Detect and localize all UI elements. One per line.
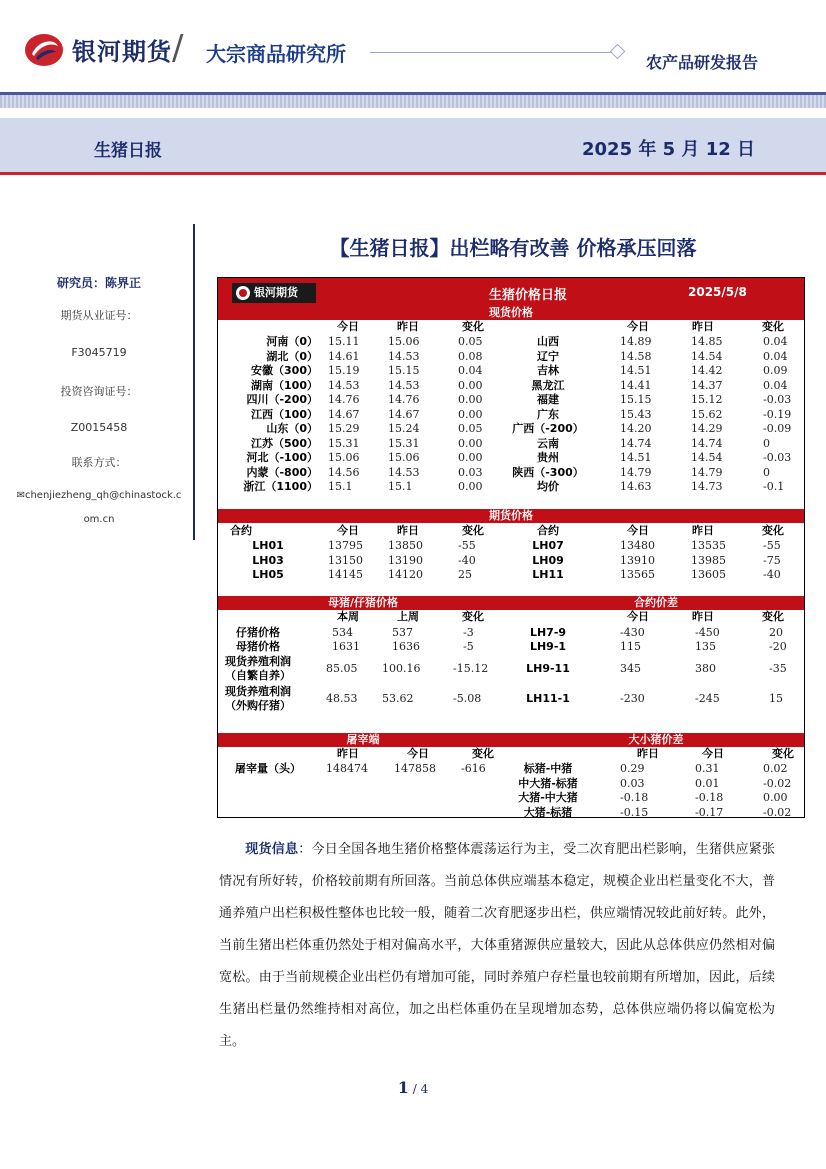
futures-yesterday: 13605 (691, 568, 726, 581)
sow-last-week: 100.16 (382, 662, 421, 675)
spread-today: 345 (620, 662, 641, 675)
spot-yesterday: 14.53 (388, 378, 420, 392)
spread-change: 20 (769, 626, 783, 639)
size-label: 标猪-中猪 (523, 762, 573, 775)
futures-change: 25 (458, 568, 472, 581)
sow-label: 现货养殖利润 (225, 655, 291, 668)
consult-label: 投资咨询证号： (60, 385, 138, 398)
futures-today: 13480 (620, 539, 655, 552)
sow-header: 本周 (337, 610, 359, 623)
spot-change: 0.00 (458, 451, 483, 464)
band-date: 2025 年 5 月 12 日 (582, 139, 756, 160)
spread-header: 今日 (627, 610, 649, 623)
band-title: 生猪日报 (94, 141, 162, 161)
size-header: 今日 (702, 747, 724, 760)
spot-header: 昨日 (397, 320, 419, 333)
report-type: 农产品研发报告 (646, 53, 759, 72)
spot-change: 0.00 (458, 393, 483, 406)
spot-header: 变化 (462, 320, 484, 333)
spot-change: 0.00 (458, 378, 483, 392)
spot-yesterday: 15.12 (691, 393, 723, 406)
futures-today: 13795 (328, 539, 363, 552)
futures-contract: LH07 (532, 539, 564, 552)
spot-region-label: 福建 (537, 393, 559, 406)
slaughter-header: 昨日 (337, 747, 359, 760)
page-total: 4 (420, 1082, 429, 1096)
size-yesterday: -0.18 (620, 791, 649, 804)
spot-region-label: 浙江（1100） (243, 480, 318, 493)
size-header: 昨日 (637, 747, 659, 760)
futures-header: 变化 (762, 524, 784, 537)
futures-header: 昨日 (397, 524, 419, 537)
size-label: 中大猪-标猪 (518, 776, 578, 790)
futures-change: -55 (763, 539, 781, 552)
sow-header: 变化 (462, 610, 484, 623)
brand-divider: / (172, 28, 184, 68)
spot-region-label: 均价 (537, 480, 559, 493)
sow-label: 现货养殖利润 (225, 685, 291, 698)
futures-header: 今日 (337, 524, 359, 537)
size-change: -0.02 (763, 776, 792, 790)
futures-contract: LH01 (252, 539, 284, 552)
spot-region-label: 黑龙江 (531, 378, 565, 392)
spot-yesterday: 15.62 (691, 407, 723, 421)
spot-today: 15.43 (620, 407, 652, 421)
sow-header: 上周 (397, 610, 419, 623)
table-logo (232, 283, 316, 303)
spot-change: -0.09 (763, 422, 792, 435)
spot-region-label: 陕西（-300） (512, 465, 584, 479)
spot-yesterday: 14.54 (691, 451, 723, 464)
section-spot: 现货价格 (218, 306, 804, 320)
spread-yesterday: -450 (695, 626, 720, 639)
email-line-1: chenjiezheng_qh@chinastock.c (24, 490, 182, 501)
futures-header: 昨日 (692, 524, 714, 537)
spot-region-label: 湖北（0） (266, 349, 318, 363)
sow-this-week: 48.53 (326, 692, 358, 705)
spot-region-label: 河南（0） (266, 335, 318, 348)
spot-change: 0.04 (763, 335, 788, 348)
futures-header: 合约 (537, 524, 559, 537)
galaxy-logo-icon (236, 286, 250, 300)
futures-contract: LH03 (252, 553, 284, 567)
spot-today: 14.79 (620, 465, 652, 479)
futures-header: 变化 (462, 524, 484, 537)
spot-region-label: 吉林 (537, 364, 559, 377)
sow-last-week: 1636 (392, 640, 420, 653)
spread-yesterday: 135 (695, 640, 716, 653)
spot-yesterday: 14.73 (691, 480, 723, 493)
futures-yesterday: 13850 (388, 539, 423, 552)
section-sow: 母猪/仔猪价格 (218, 596, 508, 610)
email-line-2: om.cn (83, 514, 115, 525)
paragraph-lead: 现货信息 (245, 842, 299, 857)
sow-change: -5.08 (453, 692, 482, 705)
size-label: 大猪-中大猪 (518, 791, 578, 804)
futures-yesterday: 14120 (388, 568, 423, 581)
report-title: 【生猪日报】出栏略有改善 价格承压回落 (329, 236, 697, 260)
section-futures: 期货价格 (218, 509, 804, 523)
paragraph-text: ：今日全国各地生猪价格整体震荡运行为主，受二次育肥出栏影响，生猪供应紧张情况有所好转，价格较前期有所回落。当前总体供应端基本稳定，规模企业出栏量变化不大，普通养殖户出栏积极性整体也比较一般，随着二次育肥逐步出栏，供应端情况较此前好转。此外，当前生猪出栏体重仍然处于相对偏高水平，大体重猪源供应量较大，因此从总体供应仍然相对偏宽松。由于当前规模企业出栏仍有增加可能，同时养殖户存栏量也较前期有所增加，因此，后续生猪出栏量仍然维持相对高位，加之出栏体重仍在呈现增加态势，总体供应端仍将以偏宽松为主。 (219, 842, 775, 1049)
futures-today: 14145 (328, 568, 363, 581)
size-change: 0.00 (763, 791, 788, 804)
sow-this-week: 534 (332, 626, 353, 639)
spread-change: -35 (769, 662, 787, 675)
sow-change: -5 (463, 640, 474, 653)
size-header: 变化 (772, 747, 794, 760)
spread-header: 变化 (762, 610, 784, 623)
spot-yesterday: 14.29 (691, 422, 723, 435)
spread-contract: LH9-11 (526, 662, 570, 675)
spot-change: -0.19 (763, 407, 792, 421)
spot-change: 0.04 (763, 349, 788, 363)
spot-yesterday: 15.06 (388, 451, 420, 464)
spot-region-label: 山西 (537, 335, 559, 348)
spread-yesterday: -245 (695, 692, 720, 705)
spot-today: 14.53 (328, 378, 360, 392)
spot-yesterday: 15.15 (388, 364, 420, 377)
header-rule-top (0, 92, 826, 95)
spot-today: 15.06 (328, 451, 360, 464)
futures-change: -75 (763, 553, 781, 567)
price-table (217, 277, 805, 818)
section-slaughter: 屠宰端 (218, 733, 508, 747)
spot-today: 14.76 (328, 393, 360, 406)
table-header (218, 278, 804, 306)
spot-today: 14.89 (620, 335, 652, 348)
size-today: 0.01 (695, 776, 720, 790)
spot-yesterday: 14.67 (388, 407, 420, 421)
spot-change: -0.03 (763, 451, 792, 464)
spot-yesterday: 14.76 (388, 393, 420, 406)
futures-change: -40 (458, 553, 476, 567)
spot-region-label: 河北（-100） (246, 451, 318, 464)
spread-contract: LH9-1 (529, 640, 567, 653)
spread-change: -20 (769, 640, 787, 653)
spot-yesterday: 14.54 (691, 349, 723, 363)
spot-change: -0.03 (763, 393, 792, 406)
spot-change: 0.08 (458, 349, 483, 363)
spot-region-label: 云南 (537, 436, 559, 450)
spot-region-label: 江苏（500） (251, 436, 318, 450)
spot-change: 0.05 (458, 422, 483, 435)
sow-label-sub: （自繁自养） (225, 669, 291, 682)
sow-last-week: 537 (392, 626, 413, 639)
spot-region-label: 贵州 (537, 451, 559, 464)
futures-yesterday: 13535 (691, 539, 726, 552)
futures-contract: LH11 (532, 568, 564, 581)
spot-info-paragraph (219, 834, 775, 1058)
consult-number: Z0015458 (70, 421, 128, 434)
size-change: -0.02 (763, 805, 792, 819)
sow-this-week: 1631 (332, 640, 360, 653)
spot-yesterday: 15.31 (388, 436, 420, 450)
spot-region-label: 辽宁 (537, 349, 559, 363)
spot-today: 14.51 (620, 364, 652, 377)
spot-change: 0.00 (458, 407, 483, 421)
spread-header: 昨日 (692, 610, 714, 623)
page-header (0, 0, 826, 95)
page-number: 1 / 4 (397, 1078, 429, 1097)
spot-change: 0.04 (458, 364, 483, 377)
futures-change: -55 (458, 539, 476, 552)
diamond-icon (610, 44, 626, 60)
table-date: 2025/5/8 (688, 285, 747, 299)
spot-change: 0.00 (458, 436, 483, 450)
futures-change: -40 (763, 568, 781, 581)
spot-today: 15.31 (328, 436, 360, 450)
size-yesterday: 0.03 (620, 776, 645, 790)
spread-today: -230 (620, 692, 645, 705)
slaughter-yesterday: 148474 (326, 762, 368, 775)
futures-contract: LH09 (532, 553, 564, 567)
spot-today: 15.1 (328, 480, 353, 493)
spread-today: 115 (620, 640, 641, 653)
size-today: -0.18 (695, 791, 724, 804)
brand-name: 银河期货 (72, 38, 172, 66)
size-change: 0.02 (763, 762, 788, 775)
spot-today: 14.63 (620, 480, 652, 493)
sow-change: -3 (463, 626, 474, 639)
spot-today: 14.67 (328, 407, 360, 421)
slaughter-change: -616 (461, 762, 486, 775)
spot-change: 0.04 (763, 378, 788, 392)
spot-region-label: 内蒙（-800） (246, 465, 318, 479)
spot-region-label: 湖南（100） (251, 378, 318, 392)
futures-header: 今日 (627, 524, 649, 537)
table-title: 生猪价格日报 (488, 288, 567, 303)
spot-today: 15.15 (620, 393, 652, 406)
spot-change: 0.03 (458, 465, 483, 479)
institute-name: 大宗商品研究所 (206, 42, 346, 66)
spot-yesterday: 14.79 (691, 465, 723, 479)
mail-icon: ✉ (16, 490, 25, 501)
futures-yesterday: 13190 (388, 553, 423, 567)
spot-today: 15.11 (328, 335, 360, 348)
spot-yesterday: 15.1 (388, 480, 413, 493)
size-label: 大猪-标猪 (523, 805, 573, 819)
spot-region-label: 安徽（300） (251, 364, 318, 377)
spot-header: 今日 (627, 320, 649, 333)
spot-yesterday: 14.85 (691, 335, 723, 348)
section-size-spread: 大小猪价差 (508, 733, 804, 747)
page-current: 1 (397, 1078, 409, 1097)
futures-today: 13150 (328, 553, 363, 567)
spot-today: 15.19 (328, 364, 360, 377)
spread-change: 15 (769, 692, 783, 705)
futures-header: 合约 (230, 524, 252, 537)
spot-today: 14.51 (620, 451, 652, 464)
slaughter-label: 屠宰量（头） (235, 762, 301, 775)
spot-yesterday: 15.24 (388, 422, 420, 435)
spread-yesterday: 380 (695, 662, 716, 675)
header-rule (370, 52, 620, 53)
spot-change: 0.09 (763, 364, 788, 377)
futures-yesterday: 13985 (691, 553, 726, 567)
table-logo-text: 银河期货 (254, 286, 298, 299)
sow-last-week: 53.62 (382, 692, 414, 705)
slaughter-header: 变化 (472, 747, 494, 760)
sow-this-week: 85.05 (326, 662, 358, 675)
spread-contract: LH11-1 (526, 692, 570, 705)
size-yesterday: 0.29 (620, 762, 645, 775)
license-label: 期货从业证号： (60, 309, 138, 322)
spot-yesterday: 14.53 (388, 349, 420, 363)
email-link[interactable] (14, 490, 184, 501)
contact-label: 联系方式： (71, 456, 127, 469)
sow-label: 母猪价格 (236, 640, 280, 653)
slaughter-today: 147858 (394, 762, 436, 775)
spread-contract: LH7-9 (529, 626, 567, 639)
spot-yesterday: 14.74 (691, 436, 723, 450)
spot-yesterday: 14.37 (691, 378, 723, 392)
size-today: -0.17 (695, 805, 724, 819)
spot-today: 14.74 (620, 436, 652, 450)
sow-label-sub: （外购仔猪） (225, 699, 291, 712)
size-today: 0.31 (695, 762, 720, 775)
spot-today: 14.20 (620, 422, 652, 435)
researcher: 研究员：陈界正 (56, 276, 141, 290)
spot-today: 14.56 (328, 465, 360, 479)
spot-today: 14.41 (620, 378, 652, 392)
spot-region-label: 江西（100） (251, 407, 318, 421)
spot-today: 14.61 (328, 349, 360, 363)
futures-today: 13910 (620, 553, 655, 567)
sidebar-divider (193, 224, 195, 540)
spot-change: 0.00 (458, 480, 483, 493)
spot-region-label: 广东 (537, 407, 559, 421)
size-yesterday: -0.15 (620, 805, 649, 819)
slaughter-header: 今日 (407, 747, 429, 760)
spot-today: 15.29 (328, 422, 360, 435)
spot-yesterday: 14.53 (388, 465, 420, 479)
spot-change: 0 (763, 436, 770, 450)
spread-today: -430 (620, 626, 645, 639)
title-band-underline (0, 172, 826, 175)
spot-change: 0 (763, 465, 770, 479)
spot-header: 昨日 (692, 320, 714, 333)
spot-region-label: 广西（-200） (512, 422, 584, 435)
spot-region-label: 四川（-200） (246, 393, 318, 406)
spot-header: 变化 (762, 320, 784, 333)
galaxy-logo-icon (24, 32, 64, 68)
section-spread: 合约价差 (508, 596, 804, 610)
sow-change: -15.12 (453, 662, 489, 675)
spot-yesterday: 14.42 (691, 364, 723, 377)
spot-yesterday: 15.06 (388, 335, 420, 348)
spot-region-label: 山东（0） (266, 422, 318, 435)
futures-today: 13565 (620, 568, 655, 581)
spot-change: -0.1 (763, 480, 785, 493)
spot-change: 0.05 (458, 335, 483, 348)
spot-today: 14.58 (620, 349, 652, 363)
futures-contract: LH05 (252, 568, 284, 581)
sow-label: 仔猪价格 (236, 626, 280, 639)
license-number: F3045719 (71, 346, 127, 359)
spot-header: 今日 (337, 320, 359, 333)
